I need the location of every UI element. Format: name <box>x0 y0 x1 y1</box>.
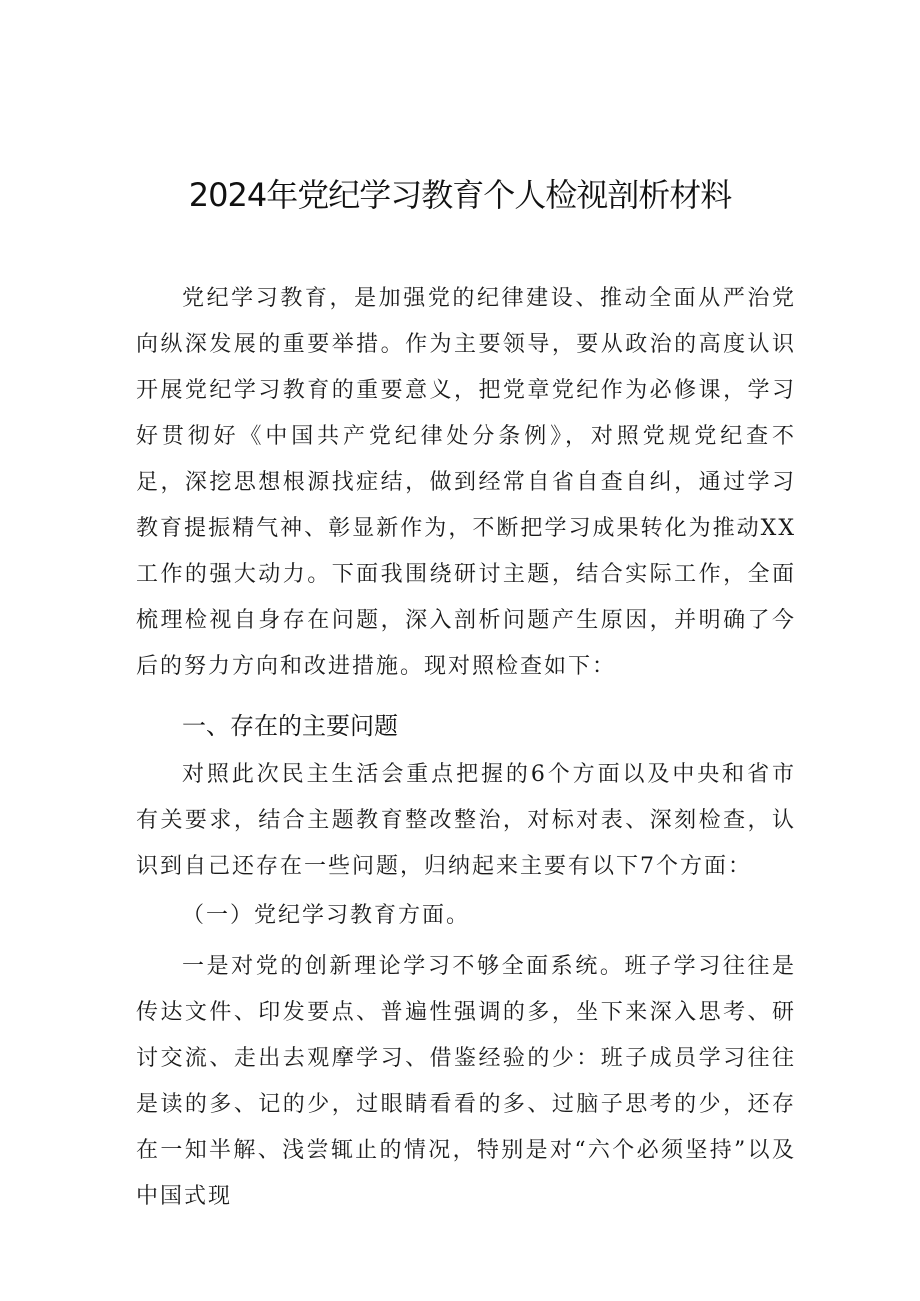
section-heading: 一、存在的主要问题 <box>182 712 398 740</box>
section-intro-paragraph: 对照此次民主生活会重点把握的6个方面以及中央和省市有关要求，结合主题教育整改整治，对标对表、深刻检查，认识到自己还存在一些问题，归纳起来主要有以下7个方面： <box>136 762 796 879</box>
subsection-heading: （一）党纪学习教育方面。 <box>182 903 471 928</box>
subsection-paragraph: 一是对党的创新理论学习不够全面系统。班子学习往往是传达文件、印发要点、普遍性强调的多，坐下来深入思考、研讨交流、走出去观摩学习、借鉴经验的少：班子成员学习往往是读的多、记的少，过眼睛看看的多、过脑子思考的少，还存在一知半解、浅尝辄止的情况，特别是对“六个必须坚持”以及中国式现 <box>136 954 796 1209</box>
document-title: 2024年党纪学习教育个人检视剖析材料 <box>188 176 732 214</box>
intro-paragraph: 党纪学习教育，是加强党的纪律建设、推动全面从严治党向纵深发展的重要举措。作为主要领导，要从政治的高度认识开展党纪学习教育的重要意义，把党章党纪作为必修课，学习好贯彻好《中国共产党纪律处分条例》，对照党规党纪查不足，深挖思想根源找症结，做到经常自省自查自纠，通过学习教育提振精气神、彰显新作为，不断把学习成果转化为推动XX工作的强大动力。下面我围绕研讨主题，结合实际工作，全面梳理检视自身存在问题，深入剖析问题产生原因，并明确了今后的努力方向和改进措施。现对照检查如下： <box>136 286 796 679</box>
